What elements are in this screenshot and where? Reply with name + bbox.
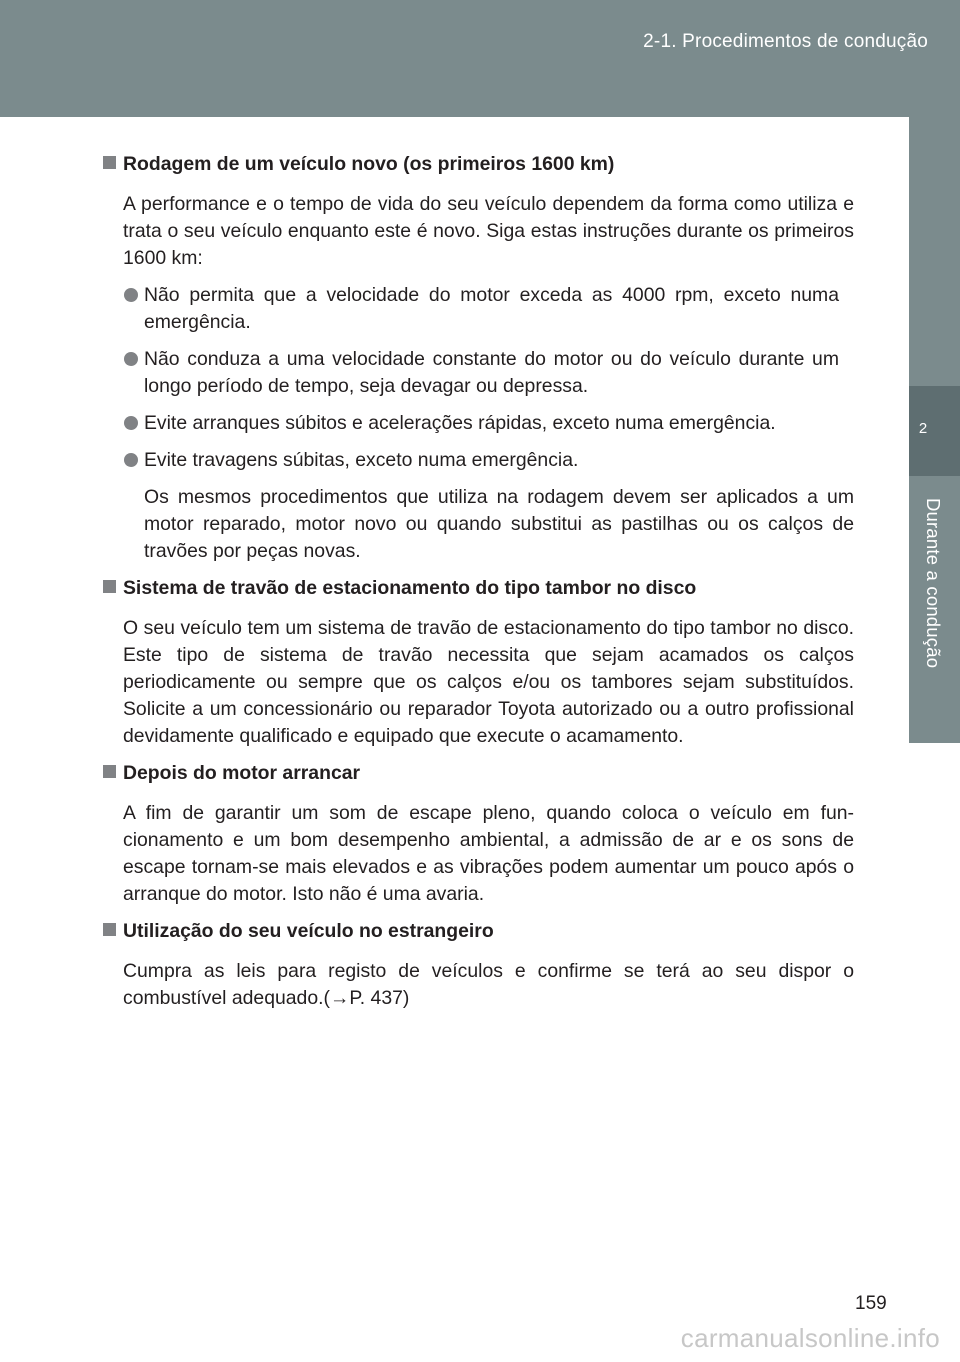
section-title: 2-1. Procedimentos de condução — [643, 31, 928, 52]
section-heading-after-start: Depois do motor arrancar — [103, 760, 854, 787]
break-in-note: Os mesmos procedimentos que utiliza na rodagem devem ser aplicados a um motor reparado, motor novo ou quando substitui as pastilhas ou os calços de travões por peças novas. — [144, 486, 854, 562]
circle-bullet-icon — [124, 352, 138, 366]
break-in-intro: A performance e o tempo de vida do seu veículo dependem da forma como utiliza e trata o seu veículo enquanto este é novo. Siga estas instruções durante os primeiros 1600 km: — [123, 193, 854, 269]
after-start-body: A fim de garantir um som de escape pleno, quando coloca o veículo em fun-cionamento e um bom desempenho ambiental, a admissão de ar e os sons de escape tornam-se mais elevados e as vibrações podem aumentar um pouco após o arranque do motor. Isto não é uma avaria. — [123, 802, 854, 905]
square-bullet-icon — [103, 156, 116, 169]
section-heading-break-in: Rodagem de um veículo novo (os primeiros 1600 km) — [103, 151, 854, 178]
list-item: Não permita que a velocidade do motor exceda as 4000 rpm, exceto numa emergência. — [144, 282, 854, 336]
list-item: Evite arranques súbitos e acelerações rápidas, exceto numa emergência. — [144, 410, 854, 437]
section-heading-parking-brake: Sistema de travão de estacionamento do tipo tambor no disco — [103, 575, 854, 602]
page-content — [103, 151, 854, 1022]
list-item: Não conduza a uma velocidade constante do motor ou do veículo durante um longo período de tempo, seja devagar ou depressa. — [144, 346, 854, 400]
circle-bullet-icon — [124, 288, 138, 302]
list-item: Evite travagens súbitas, exceto numa emergência. — [144, 447, 854, 474]
chapter-number: 2 — [918, 420, 928, 437]
header-band — [0, 0, 960, 117]
section-heading-abroad: Utilização do seu veículo no estrangeiro — [103, 918, 854, 945]
abroad-body: Cumpra as leis para registo de veículos e confirme se terá ao seu dispor o combustível adequado.(→P. 437) — [123, 960, 854, 1009]
watermark: carmanualsonline.info — [680, 1323, 940, 1353]
square-bullet-icon — [103, 923, 116, 936]
chapter-title: Durante a condução — [923, 498, 944, 669]
circle-bullet-icon — [124, 453, 138, 467]
square-bullet-icon — [103, 765, 116, 778]
square-bullet-icon — [103, 580, 116, 593]
page-number: 159 — [855, 1293, 887, 1314]
circle-bullet-icon — [124, 416, 138, 430]
parking-brake-body: O seu veículo tem um sistema de travão de estacionamento do tipo tambor no disco. Este tipo de sistema de travão necessita que sejam acamados os calços periodicamente ou sempre que os calços e/ou os tambores sejam substituídos. Solicite a um concessionário ou reparador Toyota autorizado ou a outro profissional devidamente qualificado e equipado que execute o acamamento. — [123, 617, 854, 747]
